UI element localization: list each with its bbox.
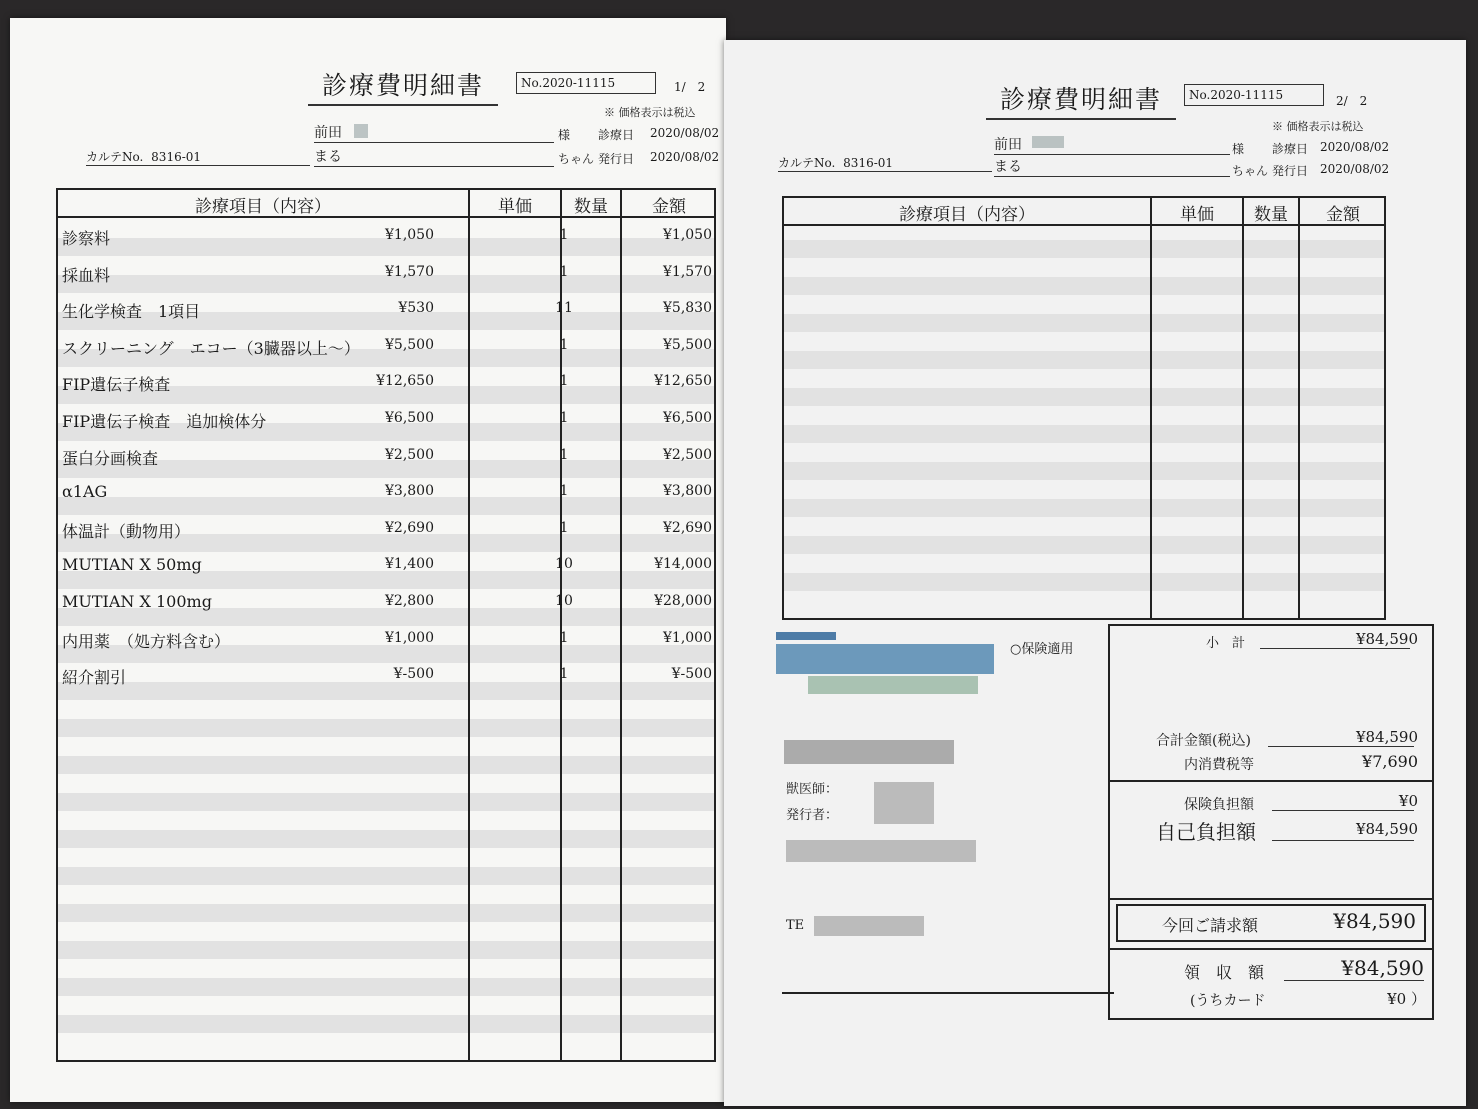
table-row [58,657,714,693]
summary-divider [1110,898,1432,900]
item-name: 診察料 [62,229,111,248]
pet-name: まる [314,146,554,167]
summary-divider [1110,780,1432,782]
item-price: ¥3,800 [385,483,434,500]
item-amount: ¥2,690 [663,519,712,536]
item-amount: ¥14,000 [654,556,712,573]
table-row [58,328,714,364]
exam-date-label: 診療日 [598,128,635,142]
redacted-clinic-logo [776,644,994,674]
card-label: (うちカード [1190,993,1266,1009]
redacted-address [786,840,976,862]
chart-number-label: カルテNo. [86,150,144,164]
table-row [58,401,714,437]
item-price: ¥5,500 [385,336,434,353]
item-name: FIP遺伝子検査 追加検体分 [62,412,267,431]
table-stripe [58,756,714,774]
pet-name: まる [994,156,1230,177]
invoice-page-2 [724,40,1466,1106]
received-line [1284,980,1424,981]
page-number: 1/ 2 [674,80,706,94]
redacted-tel [814,916,924,936]
self-pay-line [1272,840,1414,841]
item-qty: 10 [555,593,573,609]
card-value: ¥0 ） [1387,990,1426,1008]
item-qty: 1 [559,336,569,353]
chart-number-label: カルテNo. [778,156,836,170]
item-qty: 1 [559,483,569,500]
item-qty: 1 [559,227,569,243]
table-row [58,547,714,583]
tel-label: TE [786,918,805,933]
header-price: 単価 [1180,205,1214,225]
header-qty: 数量 [1254,205,1288,225]
table-row [58,291,714,327]
tax-value: ¥7,690 [1362,752,1418,771]
items-table [56,188,716,1062]
item-price: ¥530 [398,300,434,317]
item-qty: 1 [559,263,569,280]
header-item: 診療項目（内容） [899,205,1035,225]
billed-amount-value: ¥84,590 [1333,909,1416,933]
item-qty: 1 [559,410,569,426]
item-amount: ¥1,570 [663,263,712,280]
summary-divider [1110,948,1432,950]
redacted-clinic-logo [808,676,978,694]
chart-number-row [86,148,310,166]
table-stripe [58,1015,714,1033]
document-number: No.2020-11115 [516,72,656,94]
table-stripe [58,719,714,737]
owner-suffix: 様 [558,128,571,142]
redacted-owner-name [1032,136,1064,148]
insurance-share-value: ¥0 [1398,792,1418,810]
item-amount: ¥28,000 [654,593,712,609]
item-name: 内用薬 （処方料含む） [62,631,231,651]
item-amount: ¥5,500 [663,336,712,353]
issuer-label: 発行者： [786,808,839,823]
table-row [58,511,714,547]
item-price: ¥1,000 [385,629,434,646]
item-qty: 1 [559,446,569,463]
item-price: ¥1,570 [385,263,434,280]
item-name: 紹介割引 [62,668,127,688]
insurance-flag: ○保険適用 [1010,642,1074,657]
table-row [58,364,714,400]
vet-label: 獣医師： [786,782,839,797]
header-qty: 数量 [574,197,608,217]
table-stripe [784,314,1384,332]
item-name: MUTIAN X 50mg [62,555,202,575]
redacted-clinic-name [784,740,954,764]
subtotal-label: 小 計 [1206,636,1246,651]
header-amount: 金額 [1326,205,1360,225]
chart-number: 8316-01 [843,156,894,170]
item-amount: ¥12,650 [654,373,712,390]
table-stripe [58,904,714,922]
billed-amount-box [1116,904,1426,942]
owner-suffix: 様 [1232,142,1245,156]
total-value: ¥84,590 [1355,728,1418,746]
received-label: 領 収 額 [1184,963,1265,982]
owner-name: 前田 [994,134,1230,155]
tax-note: ※ 価格表示は税込 [1272,120,1364,133]
item-price: ¥2,800 [385,593,434,609]
item-amount: ¥3,800 [663,483,712,500]
insurance-share-line [1272,810,1414,811]
items-table-empty [782,196,1386,620]
item-price: ¥2,690 [385,519,434,536]
insurance-share-label: 保険負担額 [1184,797,1254,813]
table-stripe [784,499,1384,517]
table-stripe [784,240,1384,258]
item-name: α1AG [62,482,108,502]
table-stripe [784,462,1384,480]
subtotal-value: ¥84,590 [1355,630,1418,648]
table-stripe [784,388,1384,406]
issue-date: 2020/08/02 [650,150,720,164]
owner-name: 前田 [314,122,554,143]
header-price: 単価 [498,197,532,217]
clinic-block-baseline [782,992,1114,994]
document-title: 診療費明細書 [308,66,498,106]
page-number: 2/ 2 [1336,94,1368,108]
item-name: スクリーニング エコー（3臓器以上～） [62,338,360,358]
total-line [1268,746,1414,747]
table-stripe [58,867,714,885]
document-title: 診療費明細書 [986,80,1176,120]
pet-suffix: ちゃん [558,152,595,166]
item-price: ¥6,500 [385,410,434,426]
item-price: ¥2,500 [385,446,434,463]
table-stripe [784,277,1384,295]
header-item: 診療項目（内容） [195,197,331,217]
item-price: ¥1,050 [385,227,434,243]
issue-date-label: 発行日 [1272,164,1309,178]
document-number: No.2020-11115 [1184,84,1324,106]
table-stripe [784,573,1384,591]
self-pay-value: ¥84,590 [1355,820,1418,838]
column-divider [1150,198,1152,618]
redacted-owner-name [354,124,368,138]
column-divider [1242,198,1244,618]
item-amount: ¥2,500 [663,446,712,463]
invoice-page-1 [10,18,726,1102]
item-price: ¥1,400 [385,556,434,573]
table-stripe [784,425,1384,443]
redacted-clinic-logo [776,632,836,640]
item-qty: 1 [559,519,569,536]
exam-date: 2020/08/02 [650,126,720,140]
subtotal-line [1260,648,1410,649]
table-stripe [58,830,714,848]
table-stripe [784,351,1384,369]
item-amount: ¥1,000 [663,629,712,646]
table-stripe [58,793,714,811]
chart-number: 8316-01 [151,150,202,164]
item-qty: 1 [559,666,569,683]
item-price: ¥12,650 [376,373,434,390]
item-amount: ¥5,830 [663,300,712,317]
item-price: ¥-500 [393,666,434,683]
table-row [58,474,714,510]
pet-suffix: ちゃん [1232,164,1269,178]
table-row [58,218,714,254]
total-label: 合計金額(税込) [1156,733,1251,749]
table-row [58,255,714,291]
column-divider [1298,198,1300,618]
item-qty: 1 [559,373,569,390]
issue-date-label: 発行日 [598,152,635,166]
item-qty: 11 [555,300,573,317]
item-amount: ¥-500 [671,666,712,683]
item-name: 生化学検査 1項目 [62,302,201,322]
issue-date: 2020/08/02 [1320,162,1390,176]
received-value: ¥84,590 [1341,956,1424,980]
table-row [58,584,714,620]
payment-summary [1108,624,1434,1020]
item-amount: ¥1,050 [663,227,712,243]
table-row [58,621,714,657]
table-stripe [784,536,1384,554]
item-name: MUTIAN X 100mg [62,592,212,611]
item-qty: 10 [555,556,573,573]
item-name: FIP遺伝子検査 [62,375,171,395]
table-row [58,438,714,474]
header-amount: 金額 [652,197,686,217]
item-name: 蛋白分画検査 [62,448,159,468]
chart-number-row [778,154,992,172]
table-stripe [58,941,714,959]
redacted-issuer [874,782,934,824]
item-qty: 1 [559,629,569,646]
tax-label: 内消費税等 [1184,757,1254,773]
exam-date-label: 診療日 [1272,142,1309,156]
item-name: 採血料 [62,265,111,285]
table-stripe [58,978,714,996]
item-amount: ¥6,500 [663,410,712,426]
exam-date: 2020/08/02 [1320,140,1390,154]
item-name: 体温計（動物用） [62,521,191,541]
billed-amount-label: 今回ご請求額 [1162,916,1259,935]
tax-note: ※ 価格表示は税込 [604,106,696,119]
self-pay-label: 自己負担額 [1156,820,1256,844]
